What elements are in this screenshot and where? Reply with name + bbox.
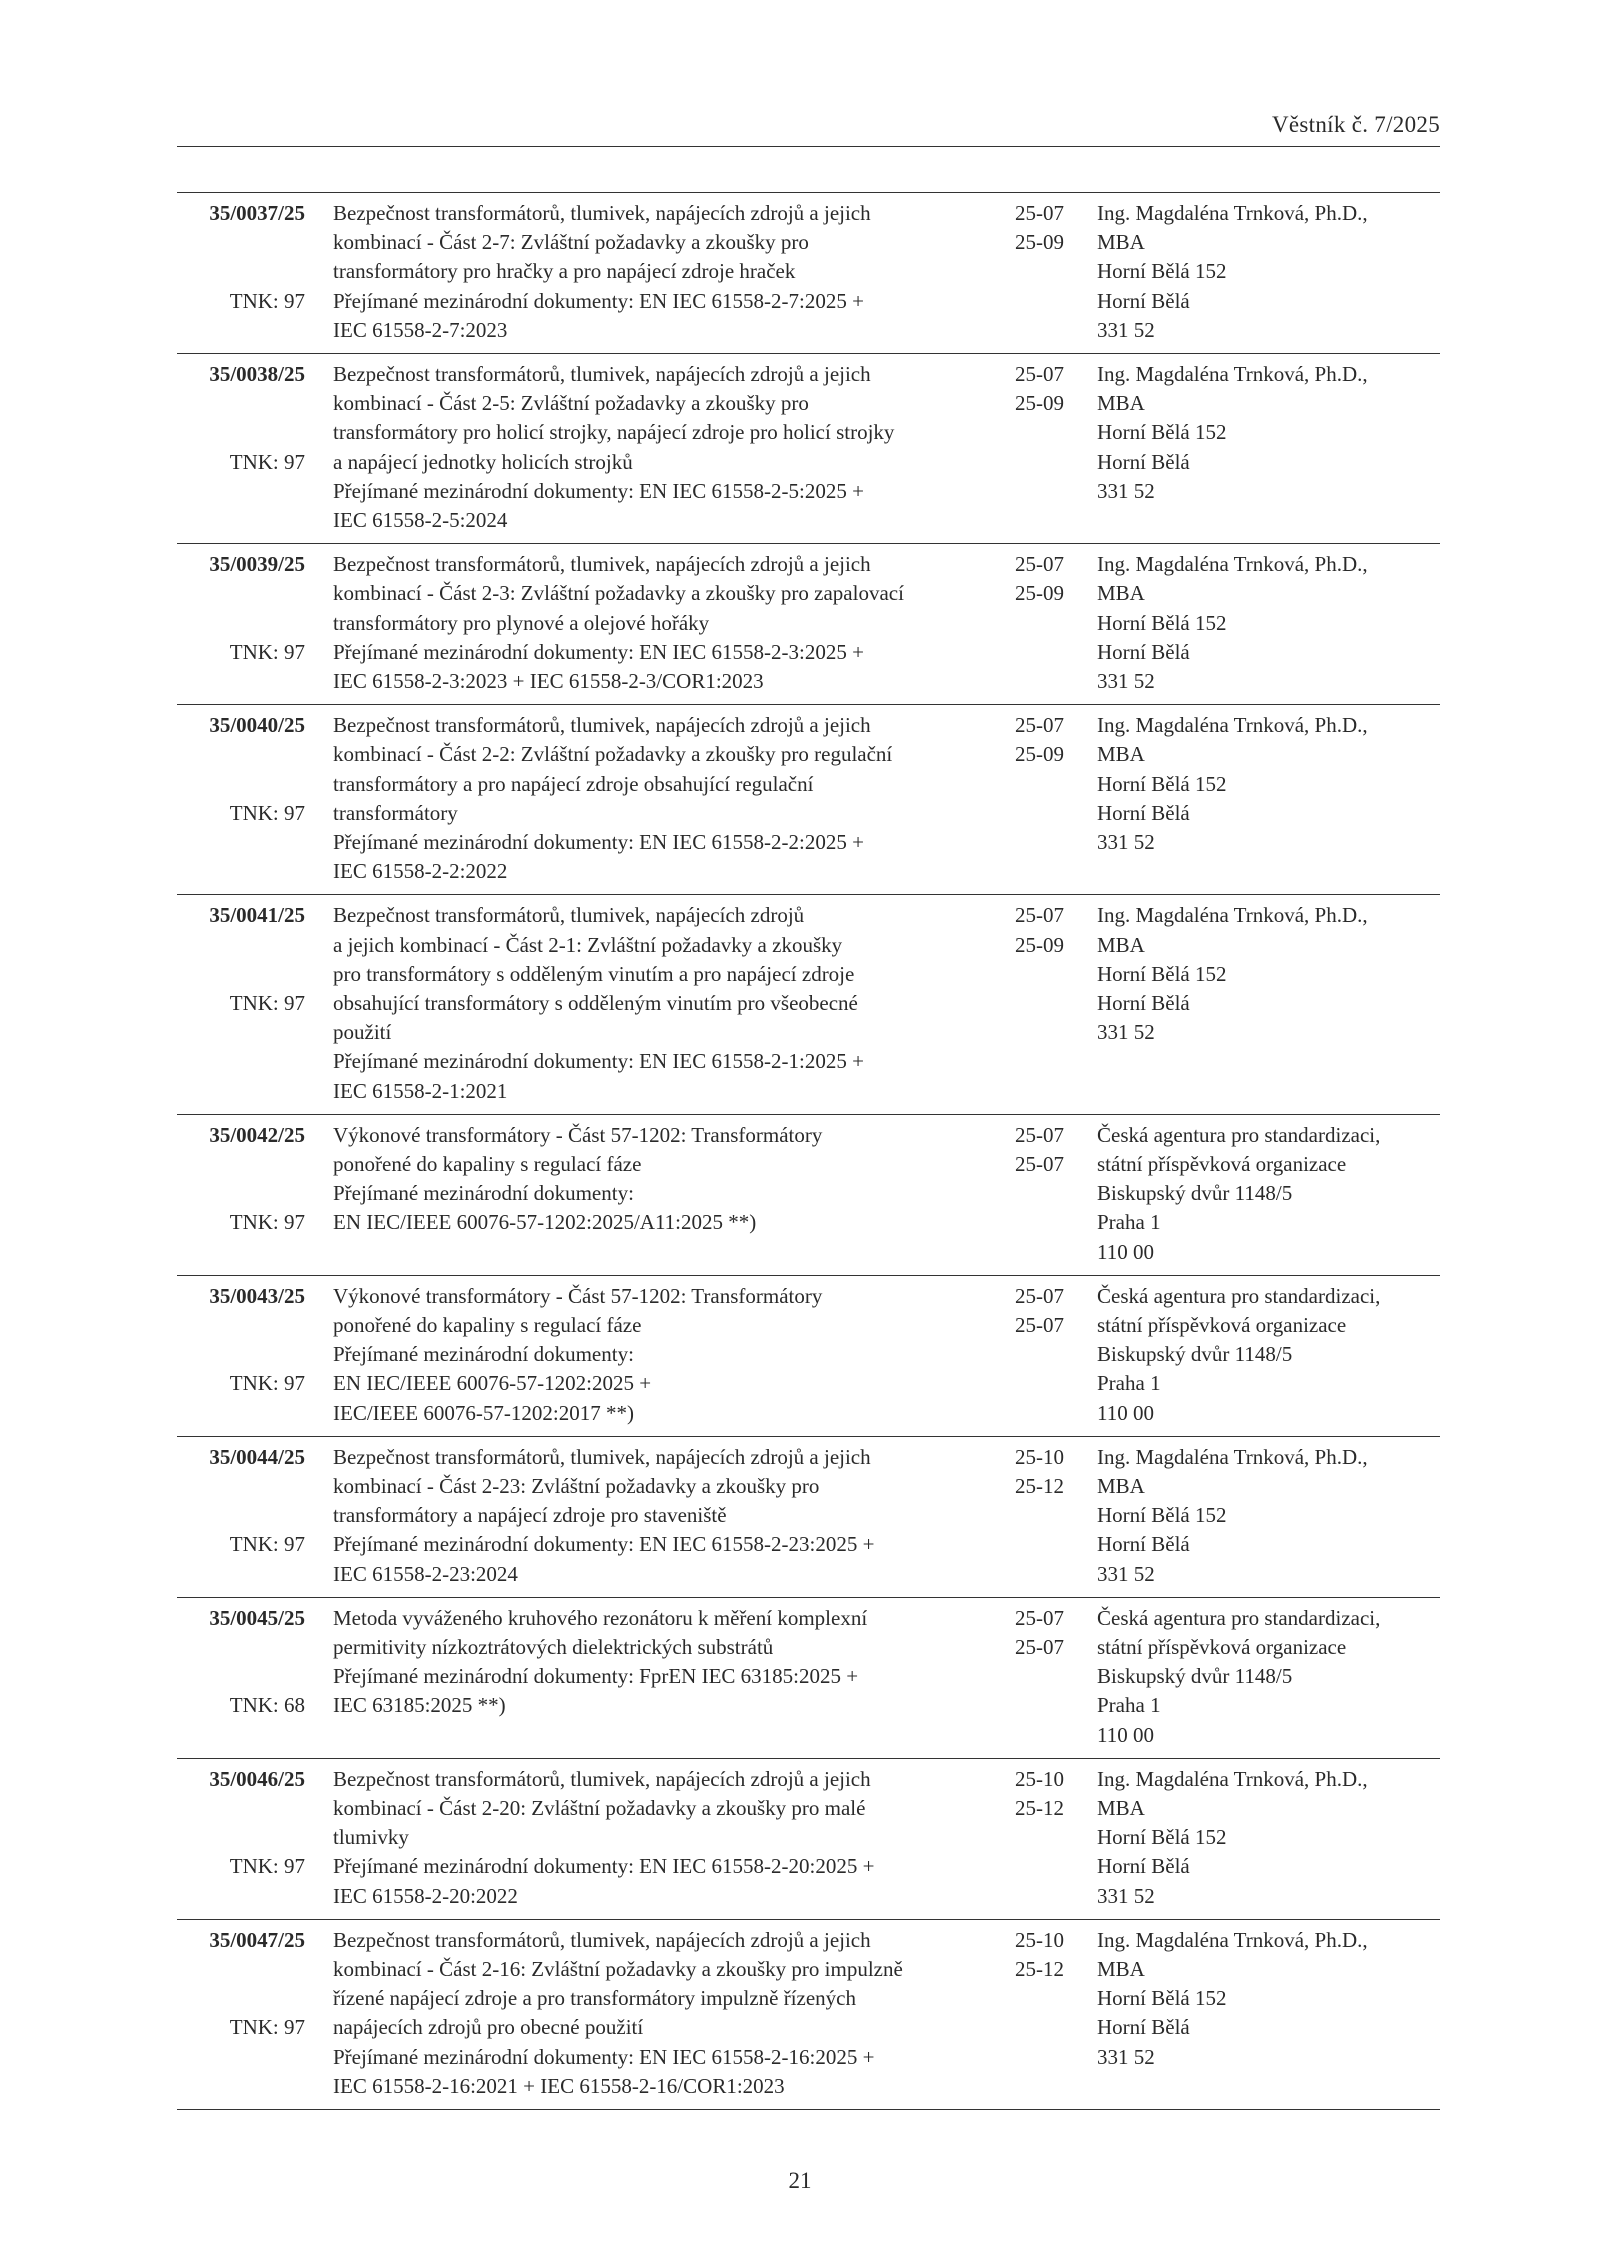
title-line: a jejich kombinací - Část 2-1: Zvláštní požadavky a zkoušky (333, 932, 843, 957)
contact-cell (1097, 901, 1442, 1047)
title-cell (333, 199, 1023, 345)
contact-line: Horní Bělá 152 (1097, 610, 1227, 635)
table-row (177, 1759, 1440, 1920)
contact-line: Ing. Magdaléna Trnková, Ph.D., (1097, 201, 1368, 225)
title-cell (333, 711, 1023, 886)
title-cell (333, 550, 1023, 696)
title-line: tlumivky (333, 1825, 409, 1850)
date-line: 25-07 (1015, 1151, 1064, 1176)
contact-cell (1097, 1443, 1442, 1589)
contact-line: 110 00 (1097, 1239, 1154, 1264)
table-row (177, 1115, 1440, 1276)
contact-line: Ing. Magdaléna Trnková, Ph.D., (1097, 1927, 1368, 1952)
title-line: řízené napájecí zdroje a pro transformátory impulzně řízených (333, 1986, 857, 2011)
title-cell (333, 1443, 1023, 1589)
dates-cell (1015, 1926, 1085, 1984)
contact-line: Horní Bělá (1097, 800, 1190, 825)
contact-line: Ing. Magdaléna Trnková, Ph.D., (1097, 713, 1368, 738)
title-cell (333, 901, 1023, 1105)
dates-cell (1015, 711, 1085, 769)
title-line: ponořené do kapaliny s regulací fáze (333, 1151, 642, 1176)
date-line: 25-07 (1015, 552, 1064, 577)
contact-cell (1097, 360, 1442, 506)
date-line: 25-07 (1015, 903, 1064, 928)
date-line: 25-10 (1015, 1766, 1064, 1791)
title-cell (333, 1926, 1023, 2101)
contact-cell (1097, 550, 1442, 696)
tnk-label: TNK: 97 (229, 449, 305, 474)
contact-cell (1097, 1282, 1442, 1428)
contact-line: Praha 1 (1097, 1693, 1161, 1718)
bulletin-title: Věstník č. 7/2025 (1272, 112, 1440, 137)
title-line: IEC 61558-2-1:2021 (333, 1078, 508, 1103)
dates-cell (1015, 1121, 1085, 1179)
contact-line: státní příspěvková organizace (1097, 1151, 1347, 1176)
title-cell (333, 1765, 1023, 1911)
contact-cell (1097, 1926, 1442, 2072)
standard-number: 35/0047/25 (209, 1927, 305, 1952)
title-line: IEC 61558-2-16:2021 + IEC 61558-2-16/COR1:2023 (333, 2073, 785, 2098)
contact-line: MBA (1097, 1473, 1145, 1498)
title-line: IEC 61558-2-3:2023 + IEC 61558-2-3/COR1:2023 (333, 669, 764, 693)
contact-line: Ing. Magdaléna Trnková, Ph.D., (1097, 903, 1368, 928)
title-line: pro transformátory s odděleným vinutím a pro napájecí zdroje (333, 961, 855, 986)
contact-line: státní příspěvková organizace (1097, 1312, 1347, 1337)
title-line: IEC 63185:2025 **) (333, 1693, 506, 1718)
date-line: 25-07 (1015, 1634, 1064, 1659)
title-line: Přejímané mezinárodní dokumenty: EN IEC 61558-2-1:2025 + (333, 1049, 864, 1074)
date-line: 25-07 (1015, 1122, 1064, 1147)
contact-line: Horní Bělá 152 (1097, 1503, 1227, 1528)
title-line: Přejímané mezinárodní dokumenty: (333, 1181, 634, 1206)
identifier-cell (177, 360, 305, 474)
tnk-label: TNK: 97 (229, 1854, 305, 1879)
contact-line: 331 52 (1097, 317, 1155, 342)
contact-line: Horní Bělá 152 (1097, 1825, 1227, 1850)
title-line: kombinací - Část 2-20: Zvláštní požadavky a zkoušky pro malé (333, 1795, 866, 1820)
contact-line: Praha 1 (1097, 1210, 1161, 1235)
date-line: 25-09 (1015, 230, 1064, 255)
identifier-cell (177, 1121, 305, 1235)
title-line: EN IEC/IEEE 60076-57-1202:2025 + (333, 1371, 652, 1396)
dates-cell (1015, 1765, 1085, 1823)
contact-line: Česká agentura pro standardizaci, (1097, 1283, 1381, 1308)
standard-number: 35/0037/25 (209, 201, 305, 225)
contact-line: Horní Bělá (1097, 2015, 1190, 2040)
contact-line: Horní Bělá (1097, 990, 1190, 1015)
title-line: Přejímané mezinárodní dokumenty: EN IEC 61558-2-7:2025 + (333, 288, 864, 313)
title-line: kombinací - Část 2-5: Zvláštní požadavky a zkoušky pro (333, 391, 809, 416)
title-cell (333, 360, 1023, 535)
date-line: 25-12 (1015, 1795, 1064, 1820)
dates-cell (1015, 1282, 1085, 1340)
tnk-label: TNK: 97 (229, 1210, 305, 1235)
title-line: Přejímané mezinárodní dokumenty: (333, 1342, 634, 1367)
contact-line: 331 52 (1097, 1561, 1155, 1586)
contact-line: Ing. Magdaléna Trnková, Ph.D., (1097, 1766, 1368, 1791)
dates-cell (1015, 199, 1085, 257)
title-line: kombinací - Část 2-23: Zvláštní požadavky a zkoušky pro (333, 1473, 820, 1498)
title-line: obsahující transformátory s odděleným vinutím pro všeobecné (333, 990, 858, 1015)
dates-cell (1015, 360, 1085, 418)
title-line: transformátory pro hračky a pro napájecí zdroje hraček (333, 259, 796, 284)
contact-cell (1097, 1765, 1442, 1911)
table-row (177, 544, 1440, 705)
contact-cell (1097, 1121, 1442, 1267)
standard-number: 35/0038/25 (209, 362, 305, 386)
identifier-cell (177, 1765, 305, 1879)
identifier-cell (177, 1443, 305, 1557)
title-line: kombinací - Část 2-3: Zvláštní požadavky a zkoušky pro zapalovací (333, 581, 904, 606)
contact-line: Horní Bělá 152 (1097, 259, 1227, 284)
contact-line: Biskupský dvůr 1148/5 (1097, 1664, 1293, 1689)
dates-cell (1015, 901, 1085, 959)
contact-line: 331 52 (1097, 669, 1155, 693)
contact-line: Horní Bělá 152 (1097, 420, 1227, 445)
contact-cell (1097, 1604, 1442, 1750)
contact-line: Biskupský dvůr 1148/5 (1097, 1342, 1293, 1367)
date-line: 25-10 (1015, 1444, 1064, 1469)
contact-line: Horní Bělá (1097, 1532, 1190, 1557)
contact-line: MBA (1097, 1795, 1145, 1820)
date-line: 25-07 (1015, 1605, 1064, 1630)
date-line: 25-09 (1015, 391, 1064, 416)
standard-number: 35/0039/25 (209, 552, 305, 577)
contact-line: Ing. Magdaléna Trnková, Ph.D., (1097, 362, 1368, 386)
title-line: a napájecí jednotky holicích strojků (333, 449, 633, 474)
title-line: IEC 61558-2-7:2023 (333, 317, 508, 342)
title-line: permitivity nízkoztrátových dielektrických substrátů (333, 1634, 774, 1659)
tnk-label: TNK: 97 (229, 1371, 305, 1396)
date-line: 25-09 (1015, 581, 1064, 606)
contact-line: Česká agentura pro standardizaci, (1097, 1605, 1381, 1630)
contact-line: Horní Bělá (1097, 1854, 1190, 1879)
title-line: Výkonové transformátory - Část 57-1202: Transformátory (333, 1283, 823, 1308)
table-row (177, 354, 1440, 544)
title-line: Bezpečnost transformátorů, tlumivek, napájecích zdrojů a jejich (333, 1927, 871, 1952)
identifier-cell (177, 199, 305, 313)
identifier-cell (177, 550, 305, 664)
contact-line: MBA (1097, 230, 1145, 255)
standard-number: 35/0046/25 (209, 1766, 305, 1791)
title-line: transformátory pro plynové a olejové hořáky (333, 610, 710, 635)
title-line: Bezpečnost transformátorů, tlumivek, napájecích zdrojů a jejich (333, 1766, 871, 1791)
contact-line: Ing. Magdaléna Trnková, Ph.D., (1097, 1444, 1368, 1469)
date-line: 25-12 (1015, 1956, 1064, 1981)
tnk-label: TNK: 97 (229, 639, 305, 664)
tnk-label: TNK: 68 (229, 1693, 305, 1718)
title-line: Přejímané mezinárodní dokumenty: EN IEC 61558-2-3:2025 + (333, 639, 864, 664)
title-line: Bezpečnost transformátorů, tlumivek, napájecích zdrojů (333, 903, 805, 928)
tnk-label: TNK: 97 (229, 990, 305, 1015)
contact-line: Horní Bělá (1097, 449, 1190, 474)
title-cell (333, 1121, 1023, 1238)
contact-line: MBA (1097, 581, 1145, 606)
title-line: Bezpečnost transformátorů, tlumivek, napájecích zdrojů a jejich (333, 1444, 871, 1469)
standards-table (177, 192, 1440, 2110)
date-line: 25-07 (1015, 201, 1064, 225)
contact-line: 331 52 (1097, 2044, 1155, 2069)
contact-line: Česká agentura pro standardizaci, (1097, 1122, 1381, 1147)
tnk-label: TNK: 97 (229, 1532, 305, 1557)
title-line: Výkonové transformátory - Část 57-1202: Transformátory (333, 1122, 823, 1147)
title-line: Přejímané mezinárodní dokumenty: EN IEC 61558-2-16:2025 + (333, 2044, 875, 2069)
title-line: napájecích zdrojů pro obecné použití (333, 2015, 644, 2040)
dates-cell (1015, 1443, 1085, 1501)
title-line: transformátory pro holicí strojky, napájecí zdroje pro holicí strojky (333, 420, 895, 445)
table-row (177, 1598, 1440, 1759)
contact-line: 331 52 (1097, 1883, 1155, 1908)
contact-line: Horní Bělá 152 (1097, 961, 1227, 986)
date-line: 25-09 (1015, 742, 1064, 767)
title-line: Přejímané mezinárodní dokumenty: FprEN IEC 63185:2025 + (333, 1664, 859, 1689)
page-number: 21 (788, 2168, 812, 2193)
title-line: Bezpečnost transformátorů, tlumivek, napájecích zdrojů a jejich (333, 201, 871, 225)
title-line: kombinací - Část 2-16: Zvláštní požadavky a zkoušky pro impulzně (333, 1956, 903, 1981)
contact-cell (1097, 711, 1442, 857)
contact-line: státní příspěvková organizace (1097, 1634, 1347, 1659)
table-row (177, 193, 1440, 354)
title-cell (333, 1604, 1023, 1721)
title-line: kombinací - Část 2-2: Zvláštní požadavky a zkoušky pro regulační (333, 742, 893, 767)
title-line: IEC 61558-2-23:2024 (333, 1561, 518, 1586)
contact-line: 331 52 (1097, 830, 1155, 854)
title-line: Bezpečnost transformátorů, tlumivek, napájecích zdrojů a jejich (333, 362, 871, 386)
tnk-label: TNK: 97 (229, 2015, 305, 2040)
title-line: EN IEC/IEEE 60076-57-1202:2025/A11:2025 **) (333, 1210, 757, 1235)
title-line: Metoda vyváženého kruhového rezonátoru k měření komplexní (333, 1605, 868, 1630)
title-line: ponořené do kapaliny s regulací fáze (333, 1312, 642, 1337)
table-row (177, 705, 1440, 895)
title-line: IEC 61558-2-2:2022 (333, 859, 508, 884)
standard-number: 35/0042/25 (209, 1122, 305, 1147)
identifier-cell (177, 1926, 305, 2040)
contact-line: 331 52 (1097, 478, 1155, 503)
dates-cell (1015, 550, 1085, 608)
contact-line: MBA (1097, 742, 1145, 767)
standard-number: 35/0041/25 (209, 903, 305, 928)
contact-line: Horní Bělá 152 (1097, 771, 1227, 796)
title-cell (333, 1282, 1023, 1428)
contact-line: 110 00 (1097, 1722, 1154, 1747)
title-line: Přejímané mezinárodní dokumenty: EN IEC 61558-2-20:2025 + (333, 1854, 875, 1879)
title-line: IEC 61558-2-5:2024 (333, 508, 508, 533)
date-line: 25-07 (1015, 1312, 1064, 1337)
standard-number: 35/0045/25 (209, 1605, 305, 1630)
title-line: Přejímané mezinárodní dokumenty: EN IEC 61558-2-2:2025 + (333, 830, 864, 854)
title-line: IEC/IEEE 60076-57-1202:2017 **) (333, 1400, 634, 1425)
contact-line: 331 52 (1097, 1020, 1155, 1045)
contact-line: MBA (1097, 932, 1145, 957)
date-line: 25-07 (1015, 362, 1064, 386)
title-line: transformátory a pro napájecí zdroje obsahující regulační (333, 771, 814, 796)
table-row (177, 895, 1440, 1114)
contact-line: Ing. Magdaléna Trnková, Ph.D., (1097, 552, 1368, 577)
identifier-cell (177, 1282, 305, 1396)
identifier-cell (177, 1604, 305, 1718)
title-line: transformátory a napájecí zdroje pro staveniště (333, 1503, 727, 1528)
title-line: Bezpečnost transformátorů, tlumivek, napájecích zdrojů a jejich (333, 552, 871, 577)
standard-number: 35/0044/25 (209, 1444, 305, 1469)
table-row (177, 1276, 1440, 1437)
title-line: použití (333, 1020, 392, 1045)
tnk-label: TNK: 97 (229, 288, 305, 313)
identifier-cell (177, 711, 305, 825)
contact-line: Praha 1 (1097, 1371, 1161, 1396)
identifier-cell (177, 901, 305, 1015)
page-header (177, 112, 1440, 147)
contact-line: MBA (1097, 1956, 1145, 1981)
table-row (177, 1437, 1440, 1598)
date-line: 25-10 (1015, 1927, 1064, 1952)
contact-line: MBA (1097, 391, 1145, 416)
date-line: 25-07 (1015, 713, 1064, 738)
contact-line: 110 00 (1097, 1400, 1154, 1425)
contact-line: Horní Bělá 152 (1097, 1986, 1227, 2011)
contact-line: Horní Bělá (1097, 288, 1190, 313)
contact-line: Horní Bělá (1097, 639, 1190, 664)
dates-cell (1015, 1604, 1085, 1662)
standard-number: 35/0043/25 (209, 1283, 305, 1308)
title-line: Bezpečnost transformátorů, tlumivek, napájecích zdrojů a jejich (333, 713, 871, 738)
tnk-label: TNK: 97 (229, 800, 305, 825)
date-line: 25-07 (1015, 1283, 1064, 1308)
title-line: IEC 61558-2-20:2022 (333, 1883, 518, 1908)
title-line: Přejímané mezinárodní dokumenty: EN IEC 61558-2-5:2025 + (333, 478, 864, 503)
date-line: 25-12 (1015, 1473, 1064, 1498)
contact-cell (1097, 199, 1442, 345)
title-line: Přejímané mezinárodní dokumenty: EN IEC 61558-2-23:2025 + (333, 1532, 875, 1557)
standard-number: 35/0040/25 (209, 713, 305, 738)
title-line: kombinací - Část 2-7: Zvláštní požadavky a zkoušky pro (333, 230, 809, 255)
title-line: transformátory (333, 800, 458, 825)
date-line: 25-09 (1015, 932, 1064, 957)
table-row (177, 1920, 1440, 2110)
contact-line: Biskupský dvůr 1148/5 (1097, 1181, 1293, 1206)
